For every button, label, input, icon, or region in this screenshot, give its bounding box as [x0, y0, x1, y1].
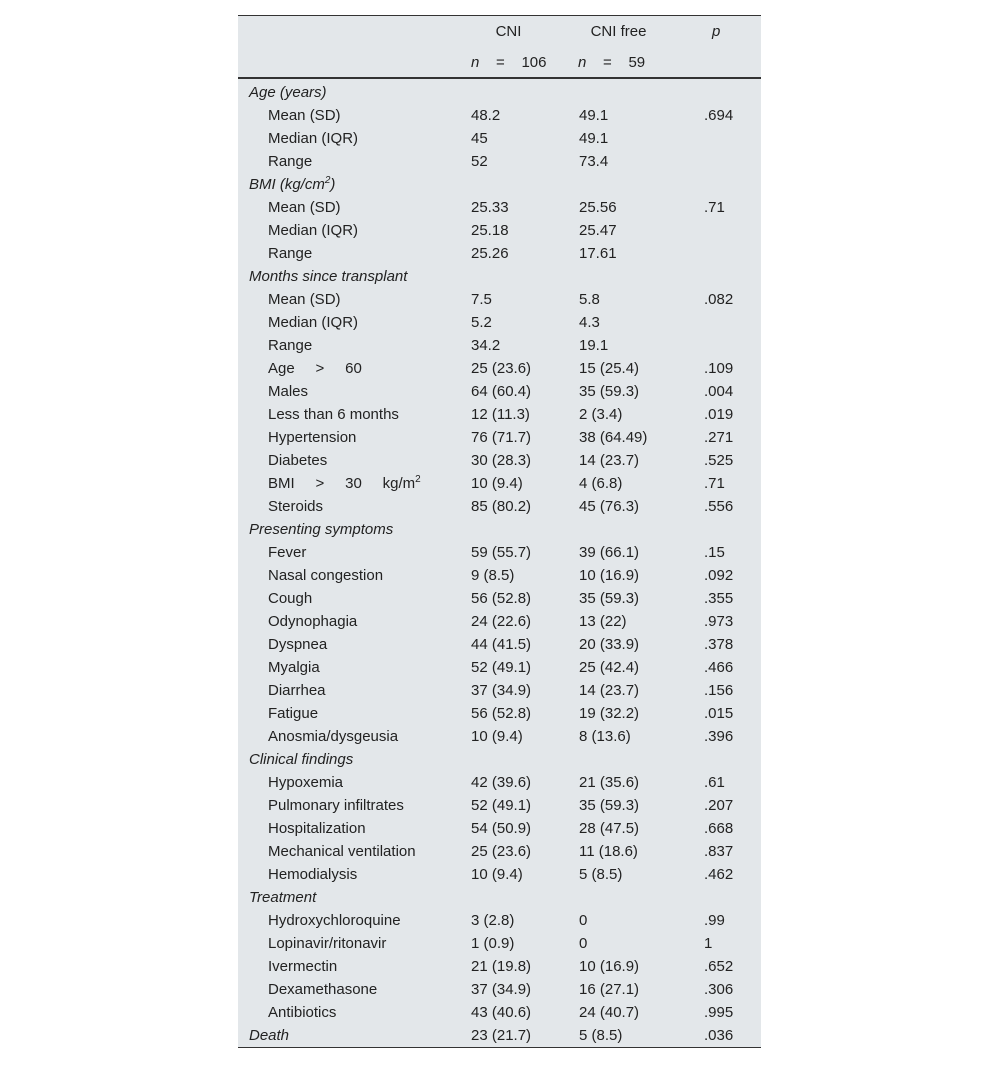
- row-label: Lopinavir/ritonavir: [268, 935, 387, 952]
- row-label: Median (IQR): [268, 222, 359, 239]
- cni-free-value: 5 (8.5): [579, 1027, 623, 1044]
- header-cni-free: CNI free: [590, 23, 647, 40]
- row-label: Antibiotics: [268, 1004, 337, 1021]
- section-treatment: [238, 886, 761, 909]
- p-value: .652: [704, 958, 734, 975]
- cni-value: 76 (71.7): [471, 429, 532, 446]
- row-label: Anosmia/dysgeusia: [268, 728, 399, 745]
- table-row: [238, 449, 761, 472]
- p-value: .015: [704, 705, 734, 722]
- table-row: [238, 104, 761, 127]
- row-label: Median (IQR): [268, 130, 359, 147]
- table-row: [238, 495, 761, 518]
- cni-free-value: 49.1: [579, 107, 609, 124]
- cni-free-value: 15 (25.4): [579, 360, 640, 377]
- row-label: Mean (SD): [268, 291, 341, 308]
- table-row: [238, 196, 761, 219]
- header-empty-cell: [238, 16, 461, 47]
- cni-free-value: 73.4: [579, 153, 609, 170]
- cni-free-value: 38 (64.49): [579, 429, 648, 446]
- cni-free-value: 5.8: [579, 291, 600, 308]
- table-row: [238, 656, 761, 679]
- cni-free-value: 49.1: [579, 130, 609, 147]
- row-label: Death: [249, 1027, 290, 1044]
- p-value: [685, 334, 761, 357]
- row-label: Odynophagia: [268, 613, 358, 630]
- row-label: Fatigue: [268, 705, 319, 722]
- row-label: Mean (SD): [268, 199, 341, 216]
- cni-free-value: 35 (59.3): [579, 797, 640, 814]
- row-label: Hypoxemia: [268, 774, 344, 791]
- cni-free-value: 19.1: [579, 337, 609, 354]
- cni-free-value: 25.56: [579, 199, 617, 216]
- p-value: .207: [704, 797, 734, 814]
- row-label: Range: [268, 337, 313, 354]
- p-value: .036: [704, 1027, 734, 1044]
- p-value: .525: [704, 452, 734, 469]
- table-row: [238, 725, 761, 748]
- p-value: [685, 242, 761, 265]
- cni-value: 37 (34.9): [471, 981, 532, 998]
- table-row: [238, 840, 761, 863]
- p-value: .466: [704, 659, 734, 676]
- cni-free-value: 24 (40.7): [579, 1004, 640, 1021]
- p-value: .156: [704, 682, 734, 699]
- cni-value: 25.33: [471, 199, 509, 216]
- p-value: .396: [704, 728, 734, 745]
- p-value: .462: [704, 866, 734, 883]
- row-label: Ivermectin: [268, 958, 338, 975]
- cni-value: 45: [471, 130, 488, 147]
- cni-free-value: 14 (23.7): [579, 452, 640, 469]
- cni-free-value: 4.3: [579, 314, 600, 331]
- row-label: BMI > 30 $kg/m^2$: [268, 474, 421, 492]
- p-value: [685, 127, 761, 150]
- cni-free-value: 2 (3.4): [579, 406, 623, 423]
- p-value: .092: [704, 567, 734, 584]
- row-label: Hemodialysis: [268, 866, 358, 883]
- section-label: BMI $(kg/cm^2)$: [249, 175, 336, 193]
- cni-value: 56 (52.8): [471, 705, 532, 722]
- row-label: Hypertension: [268, 429, 357, 446]
- header-p: p: [712, 23, 721, 40]
- p-value: .694: [704, 107, 734, 124]
- table-row: [238, 311, 761, 334]
- cni-value: 25.26: [471, 245, 509, 262]
- cni-value: 3 (2.8): [471, 912, 515, 929]
- cni-free-value: 11 (18.6): [579, 843, 638, 860]
- cni-free-value: 0: [579, 935, 588, 952]
- table-row: [238, 219, 761, 242]
- header-n-row: [238, 47, 761, 78]
- p-value: .837: [704, 843, 734, 860]
- table-row: [238, 380, 761, 403]
- row-label: Males: [268, 383, 309, 400]
- row-label: Range: [268, 245, 313, 262]
- row-label: Steroids: [268, 498, 324, 515]
- row-label: Dyspnea: [268, 636, 328, 653]
- section-clinical: [238, 748, 761, 771]
- p-value: .082: [704, 291, 734, 308]
- table-row: [238, 909, 761, 932]
- table-row: [238, 541, 761, 564]
- p-value: [685, 150, 761, 173]
- row-label: Age > 60: [268, 360, 362, 377]
- cni-value: 5.2: [471, 314, 492, 331]
- table-row: [238, 587, 761, 610]
- header-n-p-empty: [685, 47, 761, 78]
- cni-value: 42 (39.6): [471, 774, 532, 791]
- header-cni: CNI: [495, 23, 522, 40]
- cni-value: 21 (19.8): [471, 958, 532, 975]
- p-value: .271: [704, 429, 734, 446]
- p-value: [685, 311, 761, 334]
- table-row: [238, 403, 761, 426]
- row-label: Less than 6 months: [268, 406, 399, 423]
- p-value: .556: [704, 498, 734, 515]
- table-row: [238, 472, 761, 495]
- cni-free-value: 19 (32.2): [579, 705, 640, 722]
- cni-value: 10 (9.4): [471, 475, 523, 492]
- table-row: [238, 564, 761, 587]
- row-label: Diarrhea: [268, 682, 326, 699]
- cni-value: 10 (9.4): [471, 866, 523, 883]
- comparison-table: [238, 15, 761, 1048]
- cni-free-value: 28 (47.5): [579, 820, 640, 837]
- cni-value: 56 (52.8): [471, 590, 532, 607]
- header-n-cni: n = 106: [461, 47, 570, 78]
- table-row: [238, 955, 761, 978]
- cni-free-value: 13 (22): [579, 613, 627, 630]
- cni-value: 34.2: [471, 337, 501, 354]
- row-label: Diabetes: [268, 452, 328, 469]
- table-row: [238, 863, 761, 886]
- cni-value: 1 (0.9): [471, 935, 515, 952]
- p-value: .004: [704, 383, 734, 400]
- cni-free-value: 16 (27.1): [579, 981, 640, 998]
- cni-value: 12 (11.3): [471, 406, 530, 423]
- p-value: .306: [704, 981, 734, 998]
- cni-free-value: 14 (23.7): [579, 682, 640, 699]
- cni-free-value: 8 (13.6): [579, 728, 631, 745]
- row-label: Dexamethasone: [268, 981, 378, 998]
- table-row: [238, 794, 761, 817]
- table-row: [238, 127, 761, 150]
- row-label: Fever: [268, 544, 307, 561]
- p-value: .71: [704, 475, 725, 492]
- table-row: [238, 633, 761, 656]
- p-value: .668: [704, 820, 734, 837]
- cni-value: 7.5: [471, 291, 492, 308]
- table-row: [238, 932, 761, 955]
- table-row: [238, 242, 761, 265]
- cni-free-value: 17.61: [579, 245, 617, 262]
- cni-free-value: 45 (76.3): [579, 498, 640, 515]
- cni-free-value: 35 (59.3): [579, 383, 640, 400]
- cni-free-value: 35 (59.3): [579, 590, 640, 607]
- section-symptoms: [238, 518, 761, 541]
- row-label: Pulmonary infiltrates: [268, 797, 404, 814]
- section-bmi: [238, 173, 761, 196]
- section-months: [238, 265, 761, 288]
- row-label: Nasal congestion: [268, 567, 384, 584]
- cni-free-value: 25 (42.4): [579, 659, 640, 676]
- table-row: [238, 1001, 761, 1024]
- cni-value: 25 (23.6): [471, 360, 532, 377]
- section-label: Clinical findings: [249, 751, 354, 768]
- cni-value: 48.2: [471, 107, 501, 124]
- cni-value: 43 (40.6): [471, 1004, 532, 1021]
- cni-free-value: 39 (66.1): [579, 544, 640, 561]
- table-row-death: [238, 1024, 761, 1047]
- p-value: .995: [704, 1004, 734, 1021]
- cni-free-value: 10 (16.9): [579, 567, 640, 584]
- table-row: [238, 817, 761, 840]
- p-value: .71: [704, 199, 725, 216]
- table-row: [238, 426, 761, 449]
- cni-value: 23 (21.7): [471, 1027, 532, 1044]
- cni-value: 52: [471, 153, 488, 170]
- cni-value: 25 (23.6): [471, 843, 532, 860]
- cni-value: 52 (49.1): [471, 797, 532, 814]
- row-label: Myalgia: [268, 659, 320, 676]
- cni-free-value: 21 (35.6): [579, 774, 640, 791]
- data-table: [238, 16, 761, 1047]
- table-row: [238, 702, 761, 725]
- cni-free-value: 10 (16.9): [579, 958, 640, 975]
- cni-value: 30 (28.3): [471, 452, 532, 469]
- section-label: Months since transplant: [249, 268, 408, 285]
- p-value: .378: [704, 636, 734, 653]
- table-row: [238, 978, 761, 1001]
- row-label: Mean (SD): [268, 107, 341, 124]
- table-row: [238, 357, 761, 380]
- cni-value: 9 (8.5): [471, 567, 515, 584]
- table-row: [238, 679, 761, 702]
- table-row: [238, 610, 761, 633]
- section-age: [238, 78, 761, 104]
- cni-free-value: 0: [579, 912, 588, 929]
- cni-value: 10 (9.4): [471, 728, 523, 745]
- cni-value: 25.18: [471, 222, 509, 239]
- cni-value: 44 (41.5): [471, 636, 532, 653]
- section-label: Treatment: [249, 889, 317, 906]
- p-value: .973: [704, 613, 734, 630]
- cni-free-value: 20 (33.9): [579, 636, 640, 653]
- header-n-empty-cell: [238, 47, 461, 78]
- p-value: 1: [704, 935, 713, 952]
- table-row: [238, 288, 761, 311]
- row-label: Hydroxychloroquine: [268, 912, 401, 929]
- cni-free-value: 4 (6.8): [579, 475, 623, 492]
- row-label: Median (IQR): [268, 314, 359, 331]
- table-row: [238, 334, 761, 357]
- cni-value: 85 (80.2): [471, 498, 532, 515]
- p-value: [685, 219, 761, 242]
- p-value: .61: [704, 774, 725, 791]
- section-label: Presenting symptoms: [249, 521, 394, 538]
- cni-free-value: 5 (8.5): [579, 866, 623, 883]
- p-value: .15: [704, 544, 725, 561]
- row-label: Mechanical ventilation: [268, 843, 416, 860]
- cni-value: 64 (60.4): [471, 383, 532, 400]
- row-label: Hospitalization: [268, 820, 366, 837]
- table-row: [238, 771, 761, 794]
- cni-value: 52 (49.1): [471, 659, 532, 676]
- table-row: [238, 150, 761, 173]
- cni-value: 59 (55.7): [471, 544, 532, 561]
- p-value: .99: [704, 912, 725, 929]
- row-label: Cough: [268, 590, 313, 607]
- row-label: Range: [268, 153, 313, 170]
- header-row: [238, 16, 761, 47]
- cni-value: 37 (34.9): [471, 682, 532, 699]
- p-value: .109: [704, 360, 734, 377]
- cni-free-value: 25.47: [579, 222, 617, 239]
- cni-value: 24 (22.6): [471, 613, 532, 630]
- cni-value: 54 (50.9): [471, 820, 532, 837]
- p-value: .019: [704, 406, 734, 423]
- header-n-cni-free: n = 59: [570, 47, 685, 78]
- p-value: .355: [704, 590, 734, 607]
- section-label: Age (years): [249, 84, 327, 101]
